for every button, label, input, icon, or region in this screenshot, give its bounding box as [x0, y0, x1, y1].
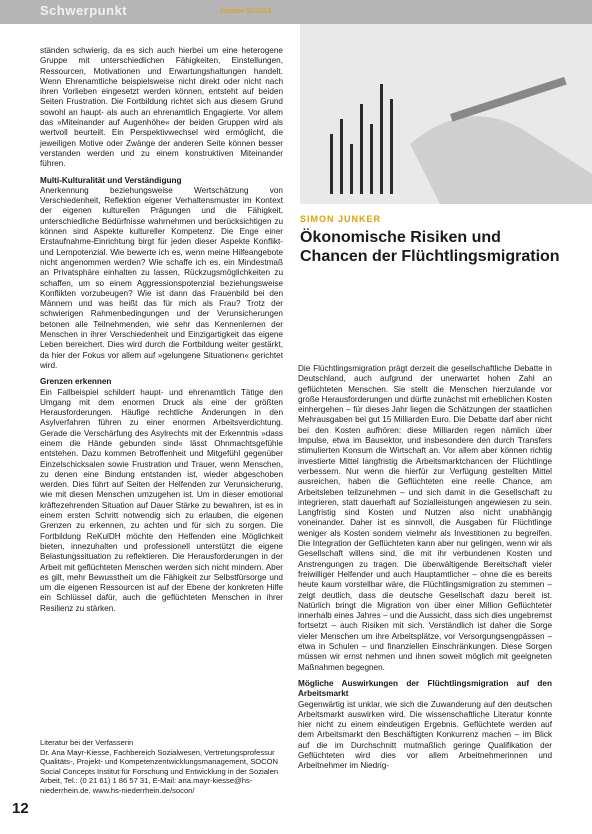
subheading: Multi-Kulturalität und Verständigung: [40, 175, 182, 185]
article-title: Ökonomische Risiken und Chancen der Flüchtlingsmigration: [300, 229, 560, 265]
page-header: [0, 0, 592, 24]
paragraph: Gegenwärtig ist unklar, wie sich die Zuwanderung auf den deutschen Arbeitsmarkt auswirken wird. Die wissenschaftliche Literatur konnte hier nicht zu einem eindeutigen Ergebnis. Geflüchtete werden auf dem Arbeitsmarkt den Beschäftigten Konkurrenz machen – im Blick auf die im Durchschnitt mutmaßlich geringe Qualifikation der Geflüchteten wird dies vor allem Arbeitnehmerinnen und Arbeitnehmer im Niedrig-: [298, 699, 552, 771]
section-title: Schwerpunkt: [40, 3, 128, 18]
paragraph: ständen schwierig, da es sich auch hierbei um eine heterogene Gruppe mit unterschiedlichen Fähigkeiten, Einstellungen, Ressourcen, Motivationen und Erwartungshaltungen handelt. Wenn Ehrenamtliche beispielsweise nicht direkt oder nicht nach ihren Vorlieben eingesetzt werden können, entsteht auf beiden Seiten Frustration. Die Fortbildung richtet sich aus diesem Grund sowohl an haupt- als auch an ehrenamtlich Engagierte. Vor allem das »Miteinander auf Augenhöhe« der beiden Gruppen wird als wertvoll beurteilt. Ein Perspektivwechsel wird ermöglicht, die jeweiligen Motive oder Zwänge der anderen Seite können besser verstanden werden und zu einem konstruktiven Miteinander führen.: [40, 46, 283, 169]
bar-chart-photo-illustration: [300, 24, 592, 204]
subheading: Grenzen erkennen: [40, 377, 112, 387]
right-column: [298, 364, 552, 772]
author-info: [40, 738, 283, 796]
left-column: [40, 46, 283, 614]
author-contact: Dr. Ana Mayr-Kiesse, Fachbereich Sozialwesen, Vertretungsprofessur Qualitäts-, Projekt- und Kompetenzentwicklungsmanagement, SOCON Social Concepts Institut für Forschung und Entwicklung in der Sozialen Arbeit, Tel.: (0 21 61) 1 86 57 31, E-Mail: ana.mayr-kiesse@hs-niederrhein.de, www.hs-niederrhein.de/socon/: [40, 747, 279, 795]
issue-label: impulse 91/2016: [220, 8, 272, 15]
chart-photo: [300, 24, 592, 204]
page-number: 12: [12, 800, 29, 817]
subheading: Mögliche Auswirkungen der Flüchtlingsmigration auf den Arbeitsmarkt: [298, 678, 552, 699]
paragraph: Anerkennung beziehungsweise Wertschätzung von Verschiedenheit, Reflektion eigener Verhaltensmuster im Kontext der eigenen kulturellen Prägungen und die Fähigkeit, unterschiedliche Bedürfnisse wahrnehmen und berücksichtigen zu können sind Aspekte kultureller Kompetenz. Die Enge einer Erstaufnahme-Einrichtung birgt für jeden dieser Aspekte Konflikt- und Lernpotenzial. Wie bewerte ich es, wenn meine Hilfeangebote nicht angenommen werden? Wie schaffe ich es, ein Mindestmaß an Privatsphäre einhalten zu lassen, Rückzugsmöglichkeiten zu schaffen, um so einem Aggressionspotenzial beziehungsweise Konflikten vorzubeugen? Wie ist dann das Frauenbild bei den Männern und was heißt das für mich als Frau? Trotz der schwierigen Rahmenbedingungen und der Verunsicherungen betonen alle Teilnehmenden, wie sehr das Kennenlernen der Menschen in ihrer Verschiedenheit und Einzigartigkeit das eigene Leben bereichert. Dies wird durch die Fortbildung weiter gestärkt, da hier der Fokus vor allem auf »gelungene Situationen« gerichtet wird.: [40, 185, 283, 370]
literature-note: Literatur bei der Verfasserin: [40, 738, 134, 747]
author-kicker: SIMON JUNKER: [300, 214, 382, 224]
paragraph: Die Flüchtlingsmigration prägt derzeit die gesellschaftliche Debatte in Deutschland, auch aufgrund der unerwartet hohen Zahl an geflüchteten Menschen. Sie stellt die Menschen hierzulande vor große Herausforderungen und dürfte zunächst mit erheblichen Kosten einhergehen – für dieses Jahr liegen die Schätzungen der staatlichen Mehrausgaben bei gut 15 Milliarden Euro. Die Debatte darf aber nicht bei den Kosten aufhören: diese Milliarden regen nämlich über Impulse, etwa im Bausektor, und insbesondere den durch Transfers stimulierten Konsum die Wirtschaft an. Vor allem aber können richtig investierte Mittel langfristig die Arbeitsmarktchancen der Flüchtlinge verbessern. Nur wenn die hierfür zur Verfügung gestellten Mittel ausreichen, haben die Geflüchteten eine reelle Chance, am Arbeitsleben teilzunehmen – und sich damit in die Gesellschaft zu integrieren, statt dauerhaft auf Sozialleistungen angewiesen zu sein. Langfristig sind Kosten und Nutzen also nicht unabhängig voneinander. Daher ist es sinnvoll, die Ausgaben für Flüchtlinge weniger als Kosten sondern vielmehr als Investitionen zu begreifen. Die Integration der Geflüchteten kann aber nur gelingen, wenn wir als Gesellschaft willens sind, die mit ihr verbundenen Kosten und Anstrengungen zu tragen. Die überwältigende Bereitschaft vieler freiwilliger Helfender und auch Hauptamtlicher – ohne die es bereits heute kaum vorstellbar wäre, die Flüchtlingsmigration zu stemmen – zeigt deutlich, dass die deutsche Gesellschaft dazu bereit ist. Natürlich bringt die Migration von über einer Million Geflüchteter innerhalb eines Jahres – und die Aussicht, dass sich dies ungebremst fortsetzt – auch Risiken mit sich. Verständlich ist daher die Sorge vieler Menschen um ihre Arbeitsplätze, vor Versorgungsengpässen – etwa in Schulen – und finanziellen Einschränkungen. Diese Sorgen müssen wir ernst nehmen und ihnen soweit möglich mit geeigneten Maßnahmen begegnen.: [298, 364, 552, 672]
paragraph: Ein Fallbeispiel schildert haupt- und ehrenamtlich Tätige den Umgang mit dem enormen Druck als eine der größten Herausforderungen. Häufige rechtliche Änderungen in den Asylverfahren führen zu einer enormen Arbeitsverdichtung. Gerade die Verschärfung des Asylrechts mit der Erkenntnis »dass einem die Hände gebunden sind« lässt Ohnmachtsgefühle entstehen. Dazu kommen Betroffenheit und Mitgefühl gegenüber Einzelschicksalen sowie Frustration und Trauer, wenn Menschen, zu denen eine Bindung entstanden ist, wieder abgeschoben werden. Dies führt auf Seiten der Helfenden zur Verunsicherung, wie mit diesen Menschen umzugehen ist. Um in dieser emotional kräftezehrenden Situation auf Dauer Stärke zu bewahren, ist es in einem ersten Schritt notwendig sich zu erlauben, die eigenen Grenzen zu erkennen, zu achten und für sich zu sorgen. Die Fortbildung ReKulDH möchte den Helfenden eine Möglichkeit bieten, innezuhalten und professionell unterstützt die eigene Belastungssituation zu reflektieren. Die Herausforderungen in der Arbeit mit geflüchteten Menschen werden sich nicht mindern. Aber es gilt, mehr Bewusstheit um die Fähigkeit zur Selbstfürsorge und um die eigenen Ressourcen ist auf der Ebene der konkreten Hilfe ein Schlüssel dafür, auch die geflüchteten Menschen in ihrer Resilienz zu stärken.: [40, 387, 283, 613]
